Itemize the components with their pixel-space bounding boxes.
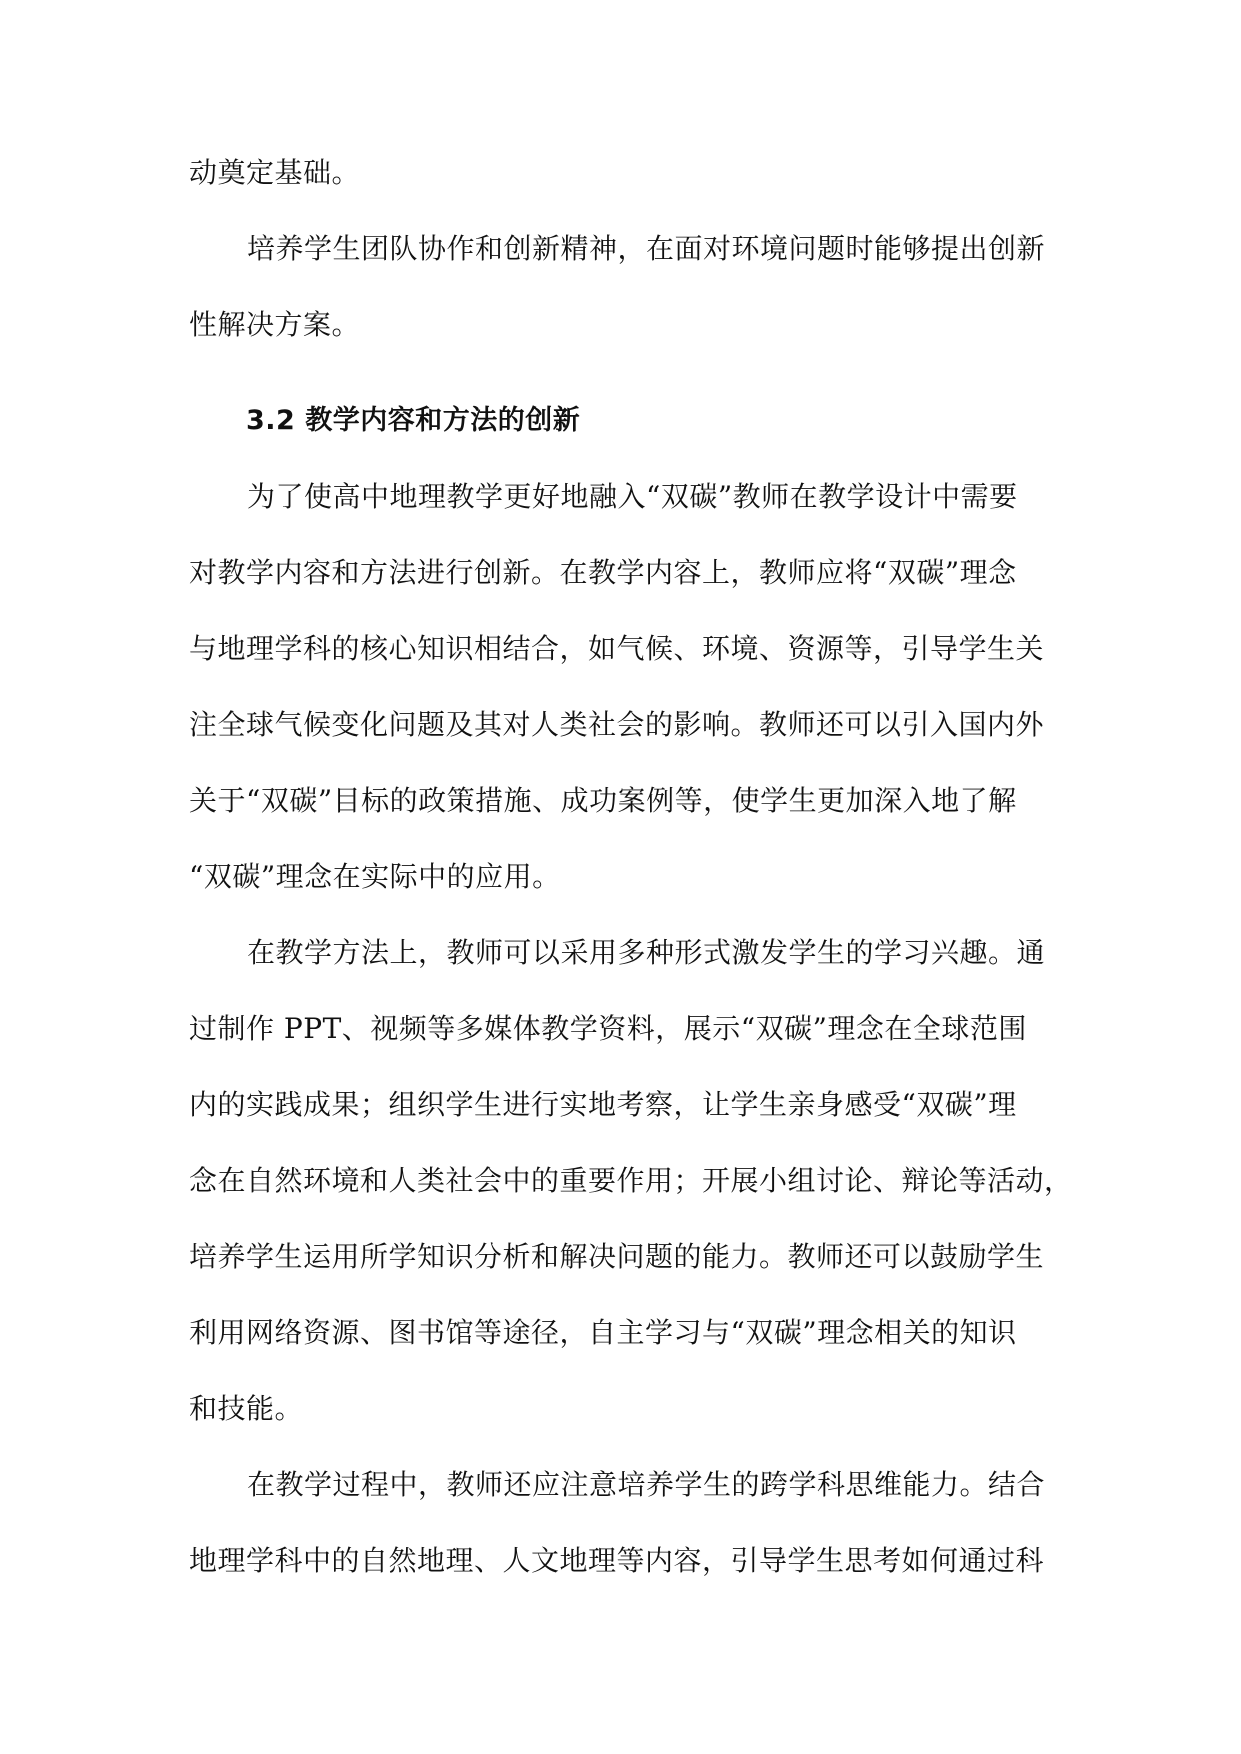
paragraph-interdisciplinary <box>189 1447 1054 1599</box>
document-body <box>189 135 1073 1599</box>
text-line: 关于“双碳”目标的政策措施、成功案例等，使学生更加深入地了解 <box>189 784 1017 817</box>
continued-paragraph <box>189 135 1054 211</box>
text-line: 对教学内容和方法进行创新。在教学内容上，教师应将“双碳”理念 <box>189 556 1017 589</box>
text-line: 利用网络资源、图书馆等途径，自主学习与“双碳”理念相关的知识 <box>189 1316 1017 1349</box>
text-line: 内的实践成果；组织学生进行实地考察，让学生亲身感受“双碳”理 <box>189 1088 1017 1121</box>
text-line: 为了使高中地理教学更好地融入“双碳”教师在教学设计中需要 <box>247 480 1018 513</box>
text-line: 动奠定基础。 <box>189 156 361 189</box>
section-heading: 3.2 教学内容和方法的创新 <box>246 405 581 436</box>
text-line: 在教学方法上，教师可以采用多种形式激发学生的学习兴趣。通 <box>247 936 1046 969</box>
text-line: 与地理学科的核心知识相结合，如气候、环境、资源等，引导学生关 <box>189 632 1045 665</box>
text-line: 地理学科中的自然地理、人文地理等内容，引导学生思考如何通过科 <box>189 1544 1045 1577</box>
paragraph-method-innovation <box>189 915 1073 1447</box>
text-line: 培养学生运用所学知识分析和解决问题的能力。教师还可以鼓励学生 <box>189 1240 1045 1273</box>
text-line: 念在自然环境和人类社会中的重要作用；开展小组讨论、辩论等活动， <box>189 1164 1073 1197</box>
text-line: 性解决方案。 <box>189 308 361 341</box>
text-line: 注全球气候变化问题及其对人类社会的影响。教师还可以引入国内外 <box>189 708 1045 741</box>
text-line: 和技能。 <box>189 1392 304 1425</box>
paragraph-team-innovation <box>189 211 1054 363</box>
text-line: “双碳”理念在实际中的应用。 <box>189 860 561 893</box>
text-line: 培养学生团队协作和创新精神，在面对环境问题时能够提出创新 <box>247 232 1046 265</box>
text-line: 在教学过程中，教师还应注意培养学生的跨学科思维能力。结合 <box>247 1468 1046 1501</box>
text-line: 过制作 PPT、视频等多媒体教学资料，展示“双碳”理念在全球范围 <box>189 1012 1027 1045</box>
paragraph-content-innovation <box>189 459 1054 915</box>
